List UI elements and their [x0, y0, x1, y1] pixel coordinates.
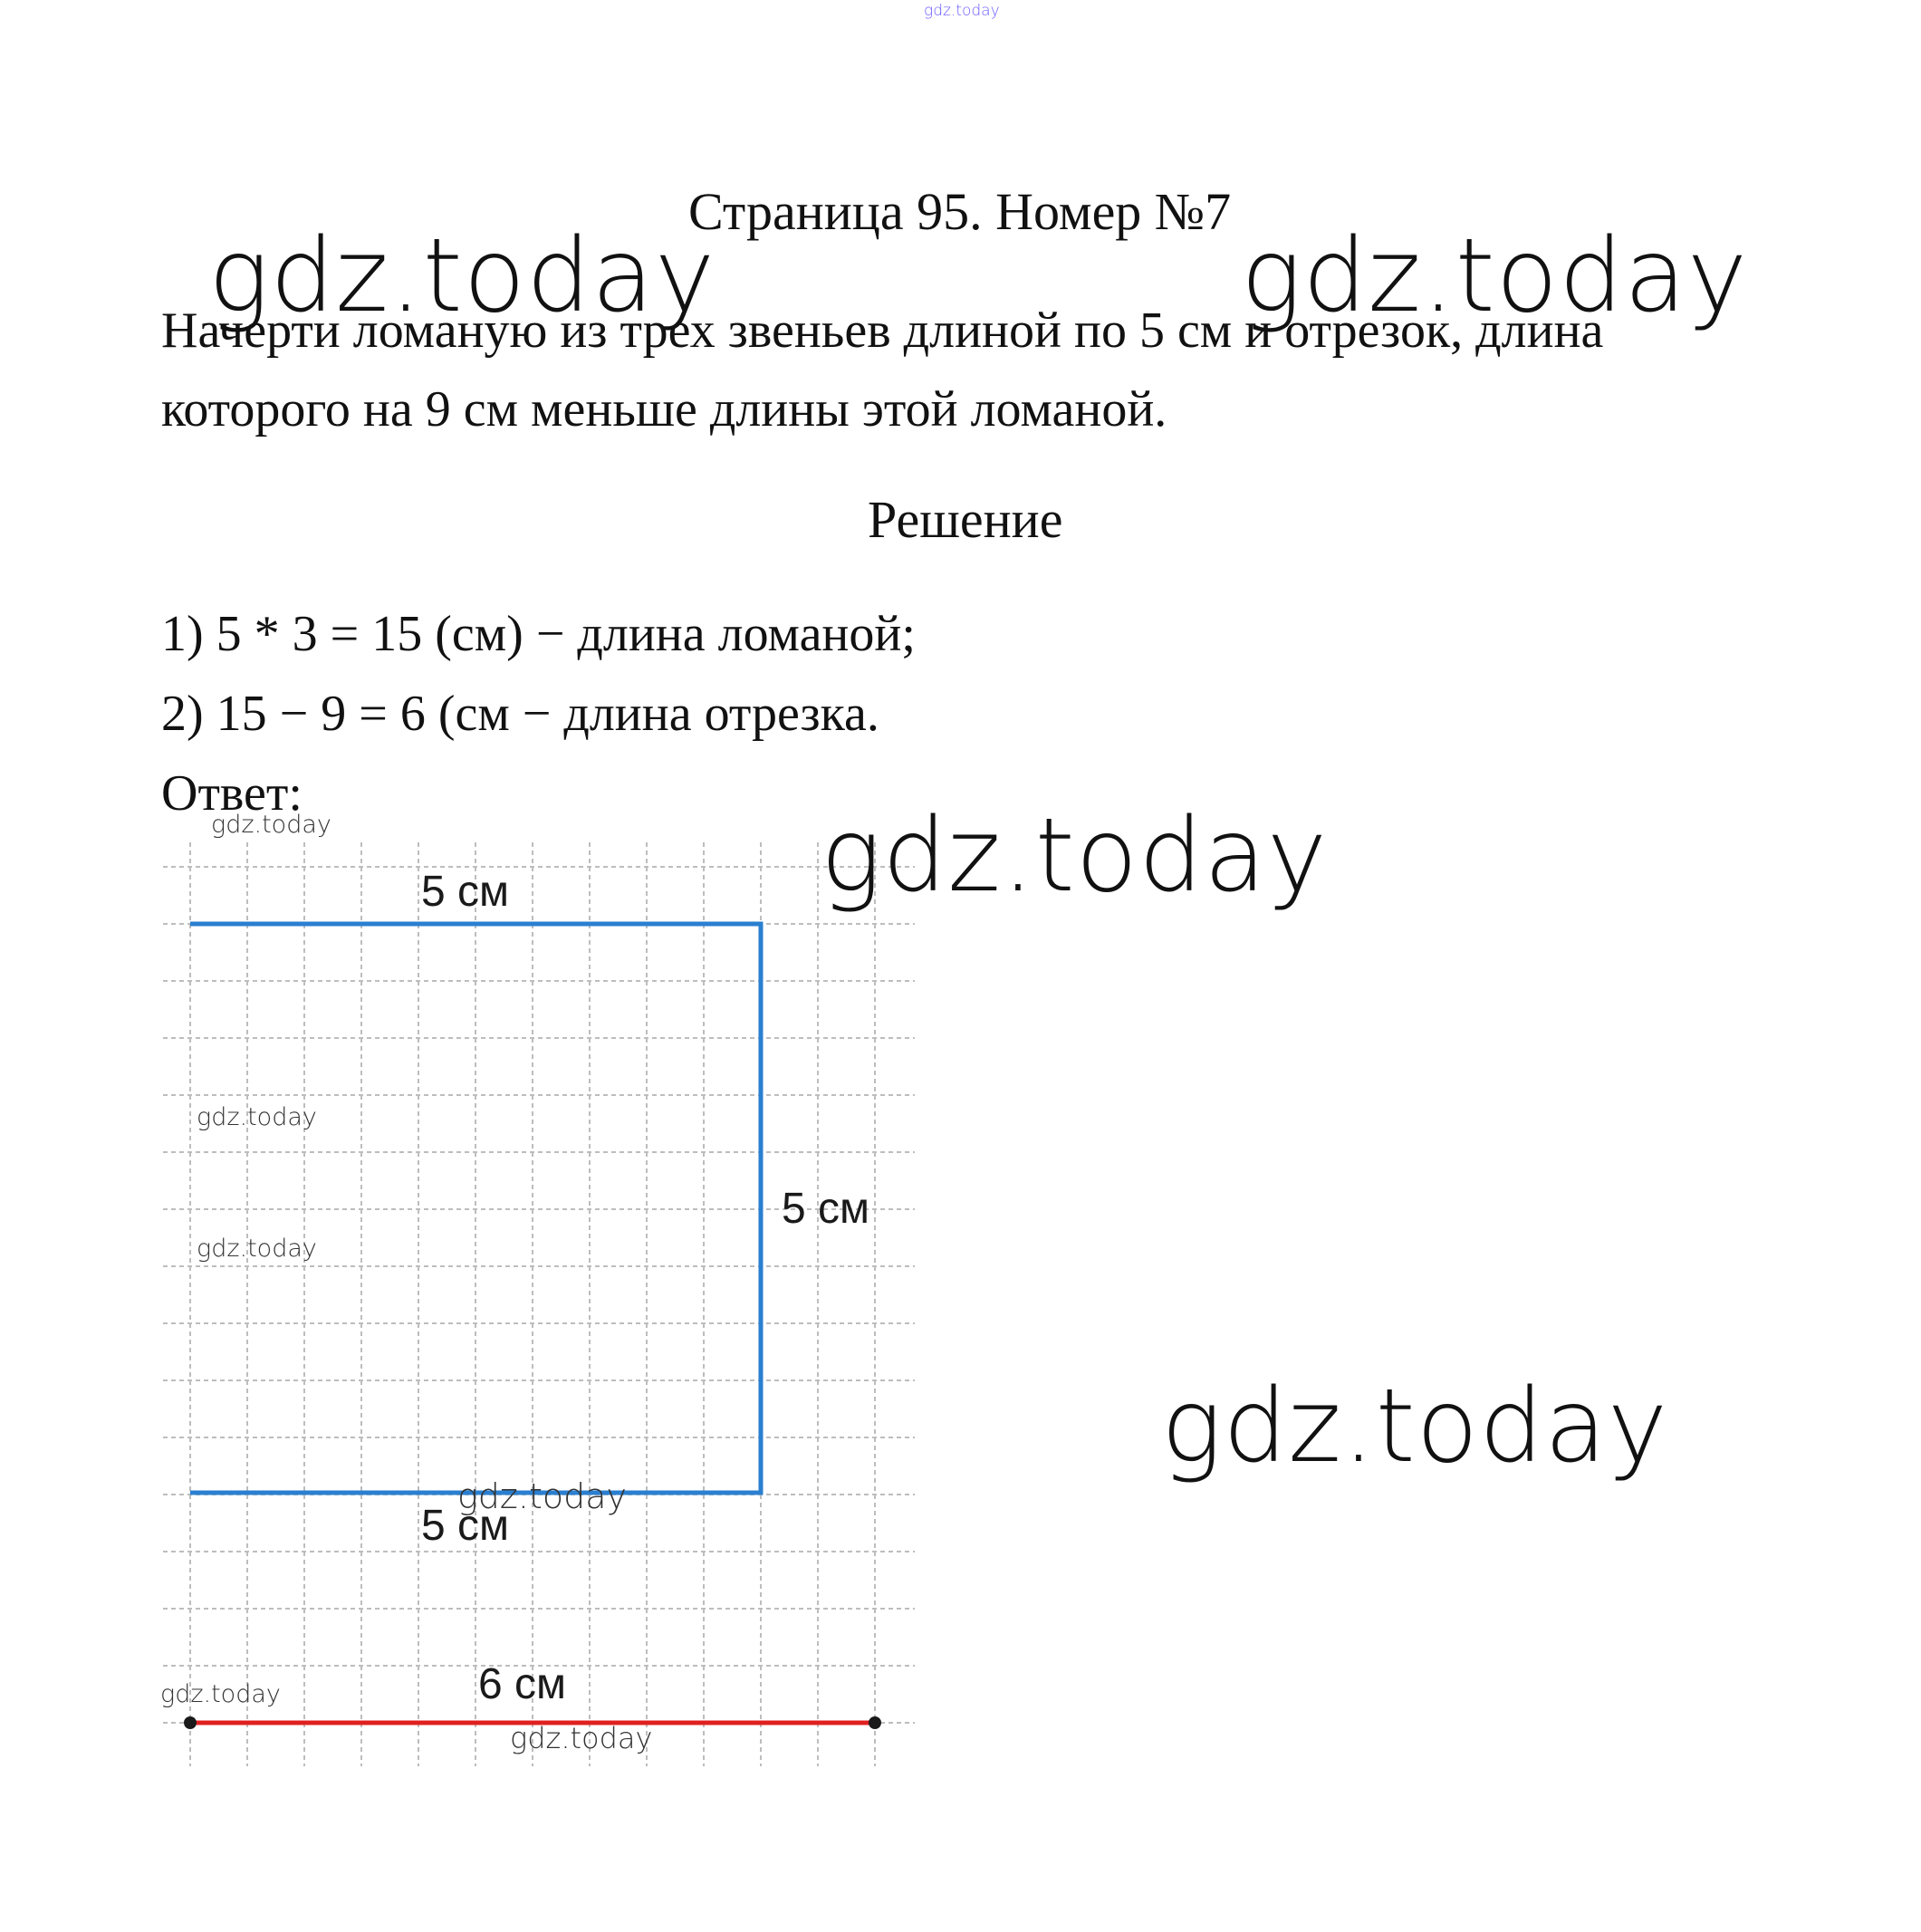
answer-label: Ответ:	[161, 765, 303, 822]
task-text-line: Начерти ломаную из трех звеньев длиной по 5 см и отрезок, длина	[161, 303, 1604, 359]
answer-figure	[163, 833, 942, 1775]
watermark: gdz.today	[160, 1680, 281, 1708]
watermark: gdz.today	[510, 1721, 653, 1755]
watermark: gdz.today	[208, 217, 716, 335]
watermark: gdz.today	[1241, 217, 1749, 335]
solution-heading: Решение	[868, 490, 1063, 549]
watermark: gdz.today	[211, 811, 331, 839]
watermark: gdz.today	[197, 1103, 317, 1131]
segment-label: 6 см	[478, 1660, 567, 1708]
segment-endpoint	[869, 1716, 881, 1729]
solution-step: 1) 5 * 3 = 15 (см) − длина ломаной;	[161, 606, 916, 662]
solution-step: 2) 15 − 9 = 6 (см − длина отрезка.	[161, 686, 879, 742]
watermark-top: gdz.today	[924, 2, 1000, 20]
task-text-line: которого на 9 см меньше длины этой ломаной.	[161, 381, 1167, 437]
page-title: Страница 95. Номер №7	[688, 182, 1232, 241]
bottom-link-label: 5 см	[421, 1502, 510, 1550]
watermark: gdz.today	[457, 1476, 627, 1516]
watermark: gdz.today	[197, 1235, 317, 1263]
watermark: gdz.today	[1161, 1368, 1669, 1485]
grid-paper	[163, 842, 915, 1766]
top-link-label: 5 см	[421, 868, 510, 916]
watermark: gdz.today	[821, 797, 1329, 915]
segment-endpoint	[184, 1716, 197, 1729]
right-link-label: 5 см	[782, 1185, 870, 1233]
